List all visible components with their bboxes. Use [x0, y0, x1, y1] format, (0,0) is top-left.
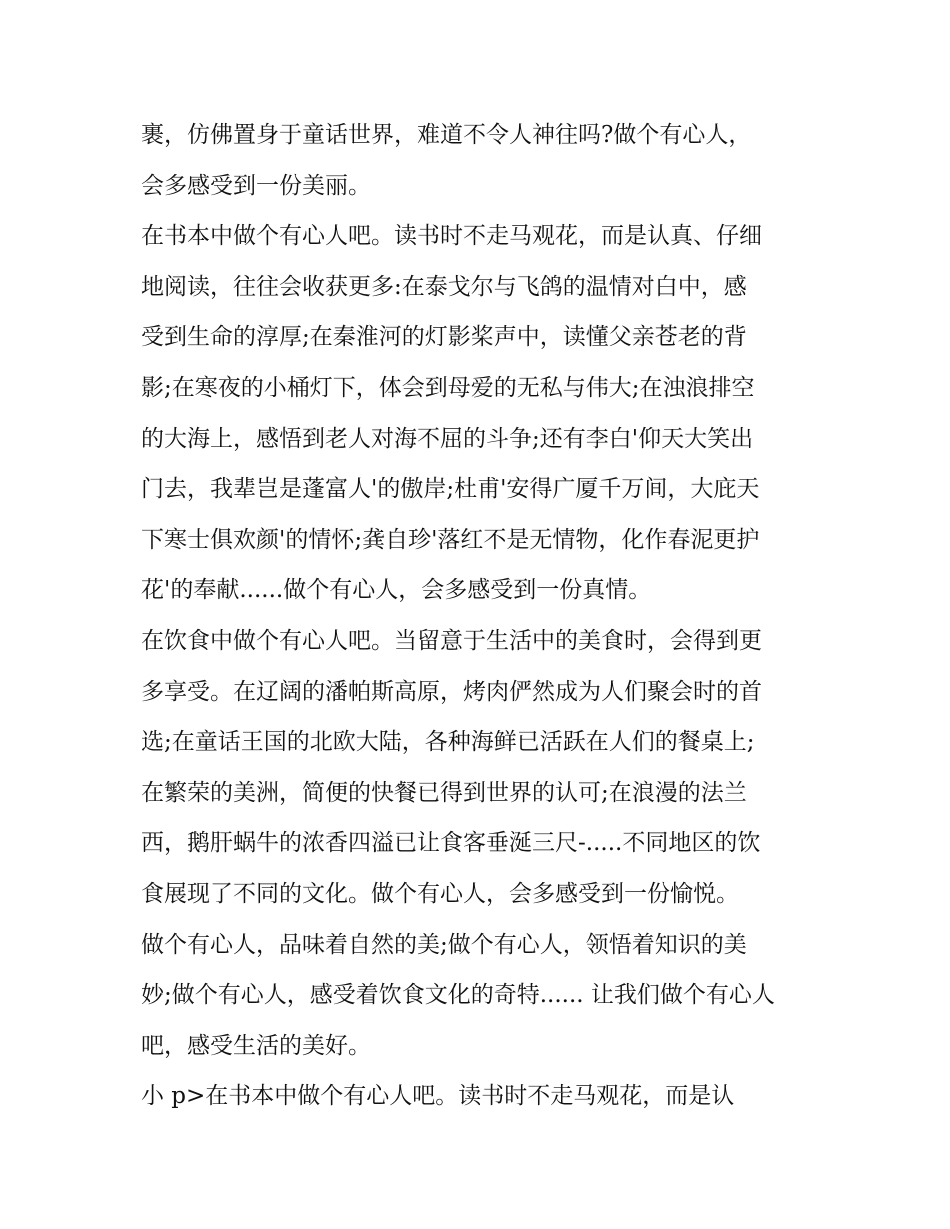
- text-line: 做个有心人，品味着自然的美;做个有心人，领悟着知识的美: [141, 931, 747, 958]
- text-line: 花'的奉献......做个有心人，会多感受到一份真情。: [141, 577, 652, 604]
- text-line: 裹，仿佛置身于童话世界，难道不令人神往吗?做个有心人，: [141, 122, 752, 148]
- body-text: [141, 110, 821, 1122]
- text-line: 在书本中做个有心人吧。读书时不走马观花，而是认真、仔细: [141, 223, 762, 250]
- text-line: 选;在童话王国的北欧大陆，各种海鲜已活跃在人们的餐桌上;: [141, 729, 755, 756]
- text-line: 在繁荣的美洲，简便的快餐已得到世界的认可;在浪漫的法兰: [141, 779, 747, 806]
- text-line: 会多感受到一份美丽。: [141, 172, 371, 199]
- text-line: 地阅读，往往会收获更多:在泰戈尔与飞鸽的温情对白中，感: [141, 273, 747, 300]
- text-line: 妙;做个有心人，感受着饮食文化的奇特...... 让我们做个有心人: [141, 982, 775, 1009]
- text-line: 受到生命的淳厚;在秦淮河的灯影桨声中，读懂父亲苍老的背: [141, 324, 747, 351]
- text-line: 在饮食中做个有心人吧。当留意于生活中的美食时，会得到更: [141, 627, 762, 654]
- text-line: 门去，我辈岂是蓬富人'的傲岸;杜甫'安得广厦千万间，大庇天: [141, 476, 760, 503]
- text-line: 的大海上，感悟到老人对海不屈的斗争;还有李白'仰天大笑出: [141, 425, 754, 452]
- text-line: 下寒士俱欢颜'的情怀;龚自珍'落红不是无情物，化作春泥更护: [141, 526, 760, 553]
- text-line: 吧，感受生活的美好。: [141, 1032, 371, 1059]
- text-line: 食展现了不同的文化。做个有心人，会多感受到一份愉悦。: [141, 880, 739, 907]
- text-line: 影;在寒夜的小桶灯下，体会到母爱的无私与伟大;在浊浪排空: [141, 374, 755, 401]
- text-line: 小 p>在书本中做个有心人吧。读书时不走马观花，而是认: [141, 1083, 735, 1110]
- text-line: 西，鹅肝蜗牛的浓香四溢已让食客垂涎三尺-.....不同地区的饮: [141, 830, 761, 857]
- text-line: 多享受。在辽阔的潘帕斯高原，烤肉俨然成为人们聚会时的首: [141, 678, 762, 705]
